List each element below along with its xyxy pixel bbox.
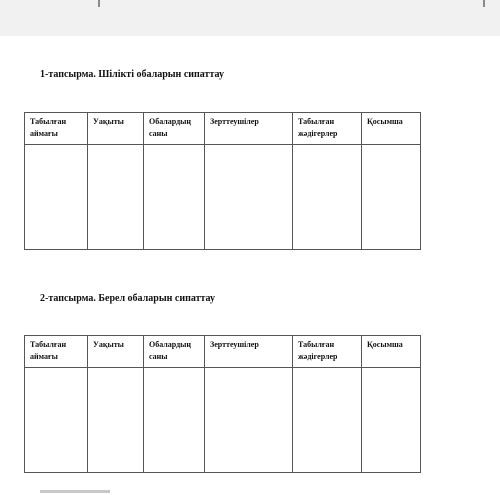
top-bar-mark-left [98,0,100,7]
task1-empty-row [25,145,421,250]
top-bar [0,0,500,36]
task1-cell-time[interactable] [88,145,144,250]
task2-empty-row [25,368,421,473]
task2-cell-artifacts[interactable] [293,368,362,473]
task1-header-row [25,113,421,145]
task2-header-count: Обалардың саны [144,336,205,368]
task2-header-extra: Қосымша [362,336,421,368]
task1-cell-extra[interactable] [362,145,421,250]
top-bar-mark-right [483,0,485,7]
task1-table [24,112,421,250]
task1-cell-count[interactable] [144,145,205,250]
task2-header-row [25,336,421,368]
task2-header-researchers: Зерттеушілер [205,336,293,368]
task1-header-region: Табылған аймағы [25,113,88,145]
task1-header-artifacts: Табылған жәдігерлер [293,113,362,145]
task2-cell-researchers[interactable] [205,368,293,473]
task2-header-artifacts: Табылған жәдігерлер [293,336,362,368]
task1-cell-region[interactable] [25,145,88,250]
task2-header-time: Уақыты [88,336,144,368]
task1-header-extra: Қосымша [362,113,421,145]
task2-cell-region[interactable] [25,368,88,473]
task2-header-region: Табылған аймағы [25,336,88,368]
task1-title: 1-тапсырма. Шілікті обаларын сипаттау [40,69,224,80]
task1-cell-researchers[interactable] [205,145,293,250]
cut-off-text-fragment [0,485,500,495]
task2-title: 2-тапсырма. Берел обаларын сипаттау [40,293,216,304]
task2-cell-count[interactable] [144,368,205,473]
task1-cell-artifacts[interactable] [293,145,362,250]
task2-table [24,335,421,473]
task1-header-count: Обалардың саны [144,113,205,145]
task1-header-time: Уақыты [88,113,144,145]
task2-cell-time[interactable] [88,368,144,473]
cut-off-text-line [40,490,110,493]
task1-header-researchers: Зерттеушілер [205,113,293,145]
task2-cell-extra[interactable] [362,368,421,473]
